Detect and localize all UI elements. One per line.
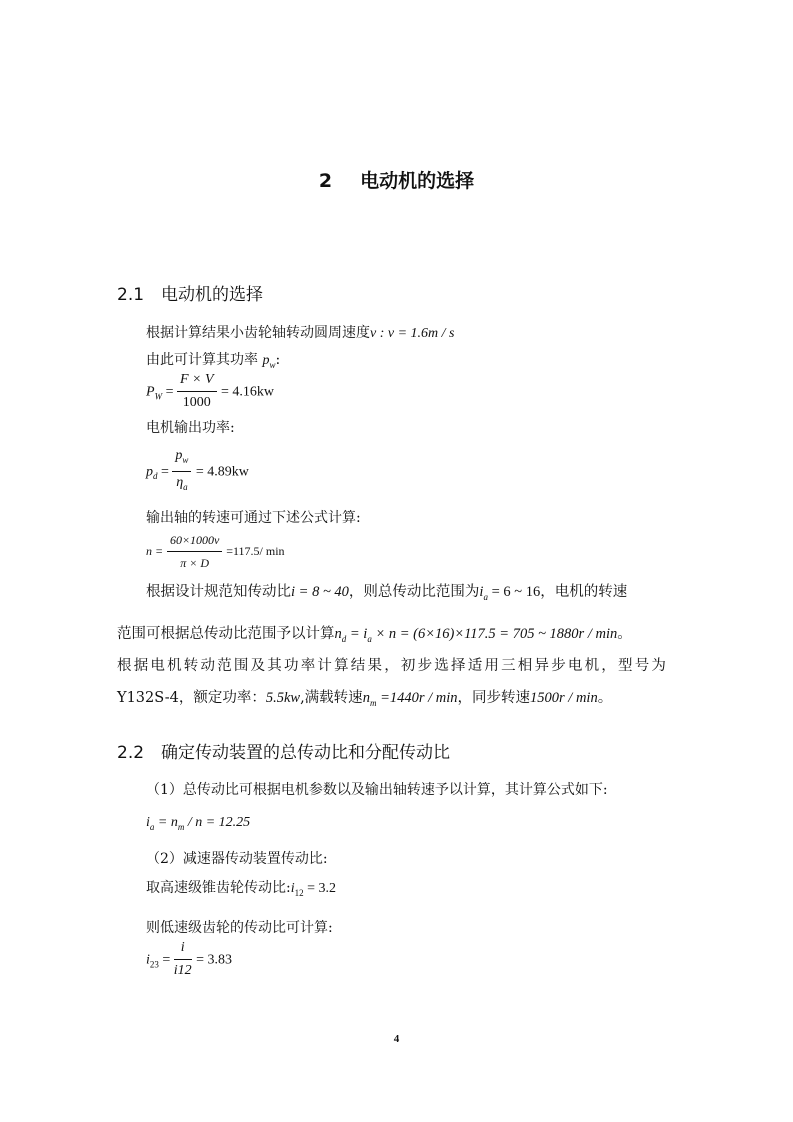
formula-pd-fraction <box>172 446 191 497</box>
motor-selection-line: 根据电机转动范围及其功率计算结果，初步选择适用三相异步电机，型号为 <box>117 658 669 674</box>
formula-pw-denominator: 1000 <box>182 395 211 410</box>
formula-pd-numerator: $p_w$ <box>172 446 191 472</box>
total-ratio-line: （1）总传动比可根据电机参数以及输出轴转速予以计算，其计算公式如下: <box>146 782 608 798</box>
section-number: 2.1 <box>117 285 145 305</box>
speed-text: 根据计算结果小齿轮轴转动圆周速度 <box>146 325 370 341</box>
speed-formula-label: 输出轴的转速可通过下述公式计算: <box>146 510 361 526</box>
formula-n-lhs: n = <box>146 544 164 558</box>
speed-line <box>146 323 455 344</box>
power-text: 由此可计算其功率 <box>146 352 258 368</box>
formula-pw-result: = 4.16kw <box>220 384 274 400</box>
power-colon: : <box>275 352 281 368</box>
ratio-range-line: 根据设计规范知传动比i = 8 ~ 40，则总传动比范围为$i_a = 6$ ~ 16，电机的转速 <box>146 584 628 602</box>
formula-n-result: =117.5/ min <box>226 544 285 558</box>
motor-model-line: Y132S-4，额定功率：5.5kw,满载转速$n_m =1440r / \min$，同步转速1500r / min。 <box>117 690 613 708</box>
chapter-heading <box>0 166 793 193</box>
section-2-2-heading <box>117 738 450 763</box>
formula-pd-lhs-sub: d <box>153 471 158 482</box>
formula-ia: $i_a = n_m / n = 12.25$ <box>146 815 251 832</box>
power-var-sub: w <box>269 359 276 370</box>
low-speed-ratio-line: 则低速级齿轮的传动比可计算: <box>146 920 333 936</box>
section-title: 电动机的选择 <box>161 285 263 305</box>
formula-i23: $i_{23}$ = $\frac{i}{i12}$ = 3.83 <box>146 938 232 981</box>
formula-n-denominator: π × D <box>180 556 210 570</box>
formula-i23-fraction: $\frac{i}{i12}$ <box>173 940 192 978</box>
reducer-ratio-line: （2）减速器传动装置传动比: <box>146 851 328 867</box>
formula-pw-lhs-sub: W <box>154 391 163 402</box>
speed-formula: v : v = 1.6m / s <box>370 326 455 341</box>
formula-pw-numerator: F × V <box>177 370 217 392</box>
output-power-label: 电机输出功率: <box>146 420 235 436</box>
formula-pd-denominator: $\eta_a$ <box>176 474 188 492</box>
high-speed-ratio-line: 取高速级锥齿轮传动比$:i_{12} = 3.2$ <box>146 880 337 898</box>
formula-pw-lhs: P <box>146 384 155 400</box>
speed-range-line: 范围可根据总传动比范围予以计算$n_d = i_a \times n = (6\times 16)\times 117.5 = 705$ ~ 1880r / min。 <box>117 626 632 644</box>
power-var: p <box>262 353 270 368</box>
formula-pd-lhs: p <box>146 464 153 480</box>
section-number: 2.2 <box>117 743 145 763</box>
section-2-1-heading <box>117 280 263 305</box>
formula-pd-result: = 4.89kw <box>195 464 249 480</box>
formula-pw: $P_W$ = $\frac{F \times V}{1000}$ = 4.16kw <box>146 370 274 413</box>
section-title: 确定传动装置的总传动比和分配传动比 <box>161 743 450 763</box>
formula-pw-fraction <box>177 370 217 413</box>
formula-n-fraction <box>167 530 222 573</box>
chapter-number: 2 <box>318 170 333 192</box>
chapter-title: 电动机的选择 <box>360 170 475 192</box>
page-number: 4 <box>393 1033 400 1045</box>
formula-n-numerator: 60×1000v <box>167 530 222 552</box>
formula-pd: $p_d$ = $\frac{p_w}{\eta_a}$ = 4.89kw <box>146 446 249 497</box>
formula-n <box>146 530 285 573</box>
